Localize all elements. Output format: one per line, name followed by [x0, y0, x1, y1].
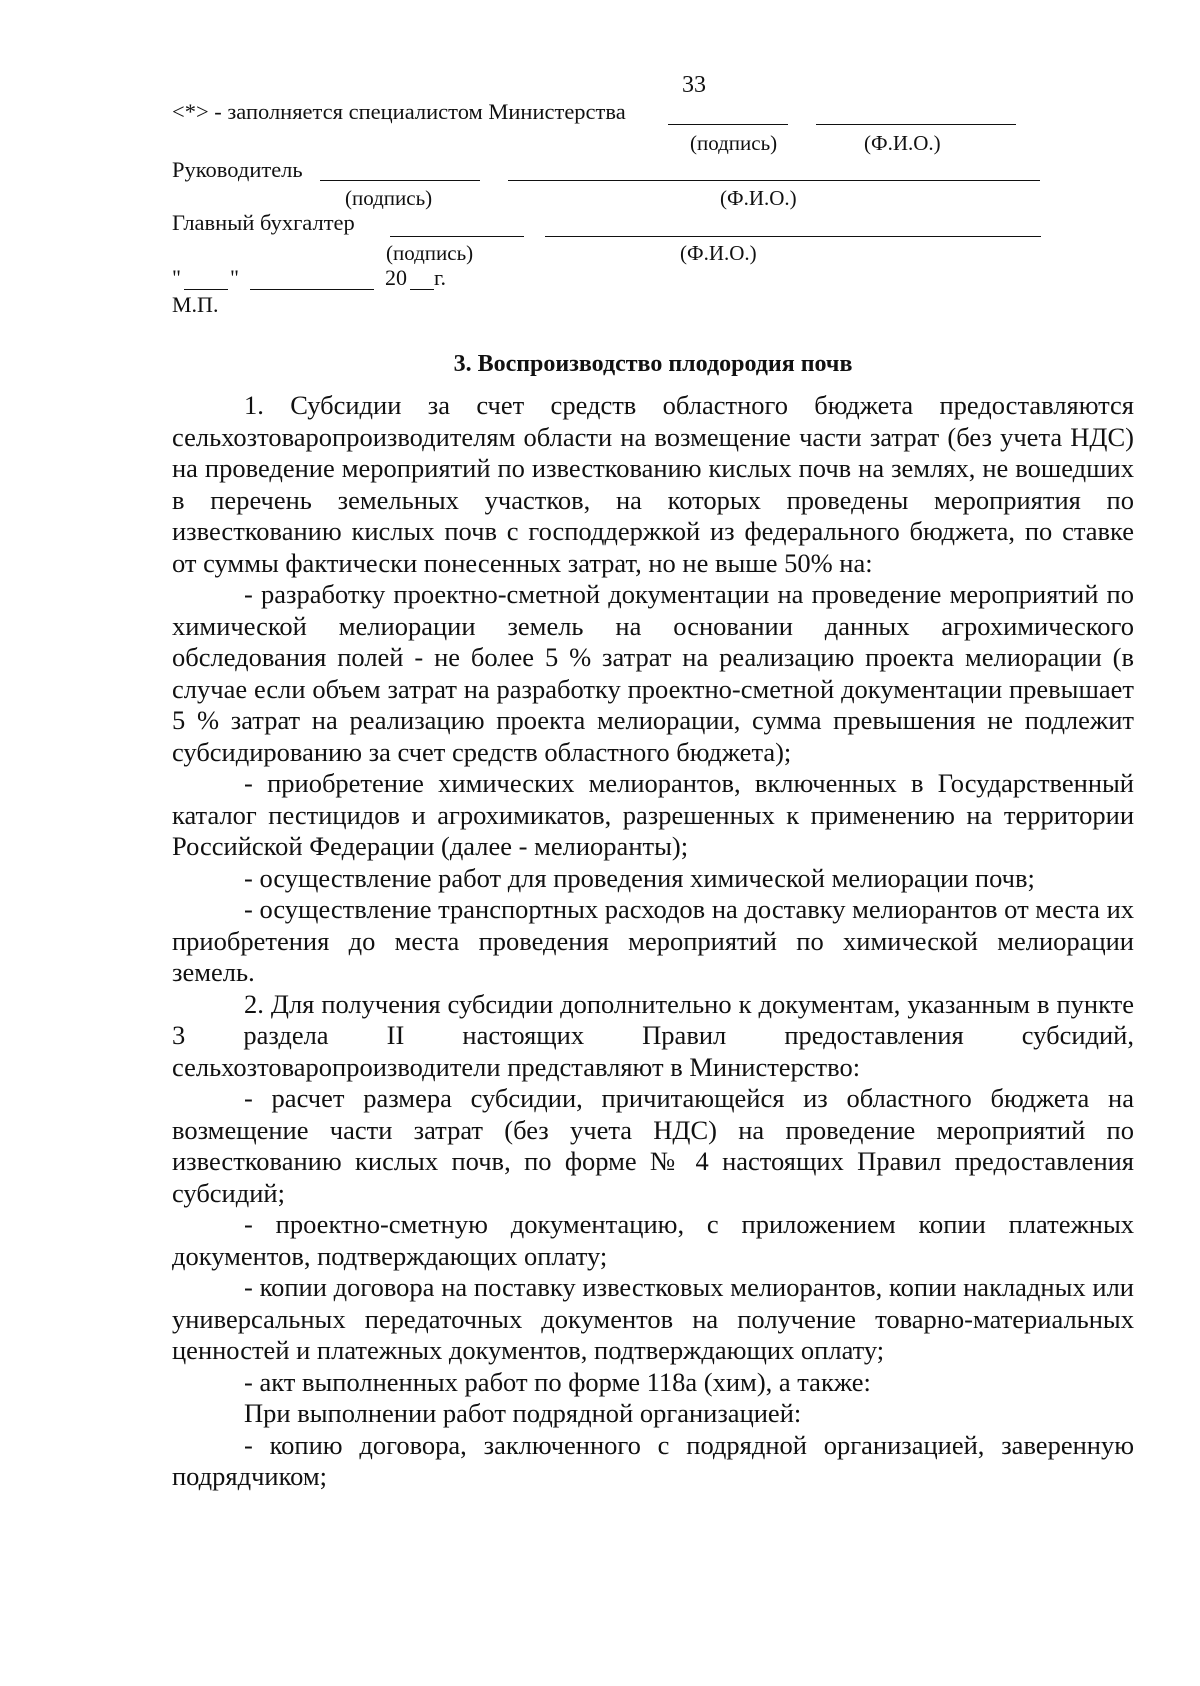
- ministry-sign-line: [668, 124, 788, 125]
- chief-accountant-label: Главный бухгалтер: [172, 210, 355, 235]
- date-quote-close: ": [230, 265, 239, 290]
- paragraph: 2. Для получения субсидии дополнительно к документам, указанным в пункте 3 раздела II настоящих Правил предоставления субсидий, сельхозтоваропроизводители представляют в Министерство:: [172, 988, 1134, 1082]
- head-label: Руководитель: [172, 157, 303, 182]
- stamp-place: М.П.: [172, 292, 219, 317]
- accountant-sign-label: (подпись): [386, 241, 474, 265]
- page-number: 33: [682, 72, 706, 98]
- paragraph: 1. Субсидии за счет средств областного бюджета предоставляются сельхозтоваропроизводителям области на возмещение части затрат (без учета НДС) на проведение мероприятий по известкованию кислых почв на землях, не вошедших в перечень земельных участков, на которых проведены мероприятия по известкованию кислых почв с господдержкой из федерального бюджета, по ставке от суммы фактически понесенных затрат, но не выше 50% на:: [172, 390, 1134, 578]
- head-sign-line: [320, 180, 480, 181]
- accountant-sign-line: [390, 236, 524, 237]
- date-year-suffix: г.: [434, 265, 447, 290]
- paragraph: - осуществление работ для проведения химической мелиорации почв;: [244, 862, 1035, 893]
- paragraph: - осуществление транспортных расходов на доставку мелиорантов от места их приобретения до места проведения мероприятий по химической мелиорации земель.: [172, 894, 1134, 987]
- date-month-line: [250, 289, 374, 290]
- head-fio-line: [508, 180, 1040, 181]
- date-quote-open: ": [172, 265, 181, 290]
- ministry-fio-line: [816, 124, 1016, 125]
- paragraph: - акт выполненных работ по форме 118а (хим), а также:: [244, 1366, 871, 1397]
- date-year-line: [410, 289, 434, 290]
- section-title: 3. Воспроизводство плодородия почв: [453, 351, 853, 377]
- accountant-fio-label: (Ф.И.О.): [680, 241, 757, 265]
- head-sign-label: (подпись): [345, 186, 433, 210]
- ministry-sign-label: (подпись): [690, 131, 778, 155]
- paragraph: - разработку проектно-сметной документации на проведение мероприятий по химической мелиорации земель на основании данных агрохимического обследования полей - не более 5 % затрат на реализацию проекта мелиорации (в случае если объем затрат на разработку проектно-сметной документации превышает 5 % затрат на реализацию проекта мелиорации, сумма превышения не подлежит субсидированию за счет средств областного бюджета);: [172, 579, 1134, 767]
- ministry-note: <*> - заполняется специалистом Министерства: [172, 99, 626, 124]
- date-day-line: [184, 289, 228, 290]
- paragraph: - расчет размера субсидии, причитающейся из областного бюджета на возмещение части затрат (без учета НДС) на проведение мероприятий по известкованию кислых почв, по форме № 4 настоящих Правил предоставления субсидий;: [172, 1083, 1134, 1208]
- paragraph: - копию договора, заключенного с подрядной организацией, заверенную подрядчиком;: [172, 1429, 1134, 1491]
- ministry-fio-label: (Ф.И.О.): [864, 131, 941, 155]
- date-year: 20: [385, 265, 407, 290]
- head-fio-label: (Ф.И.О.): [720, 186, 797, 210]
- body-text: [172, 390, 1134, 1493]
- paragraph: - копии договора на поставку известковых мелиорантов, копии накладных или универсальных передаточных документов на получение товарно-материальных ценностей и платежных документов, подтверждающих оплату;: [172, 1272, 1134, 1365]
- paragraph: При выполнении работ подрядной организацией:: [244, 1398, 802, 1428]
- paragraph: - проектно-сметную документацию, с приложением копии платежных документов, подтверждающих оплату;: [172, 1209, 1134, 1271]
- accountant-fio-line: [545, 236, 1041, 237]
- paragraph: - приобретение химических мелиорантов, включенных в Государственный каталог пестицидов и агрохимикатов, разрешенных к применению на территории Российской Федерации (далее - мелиоранты);: [172, 768, 1134, 861]
